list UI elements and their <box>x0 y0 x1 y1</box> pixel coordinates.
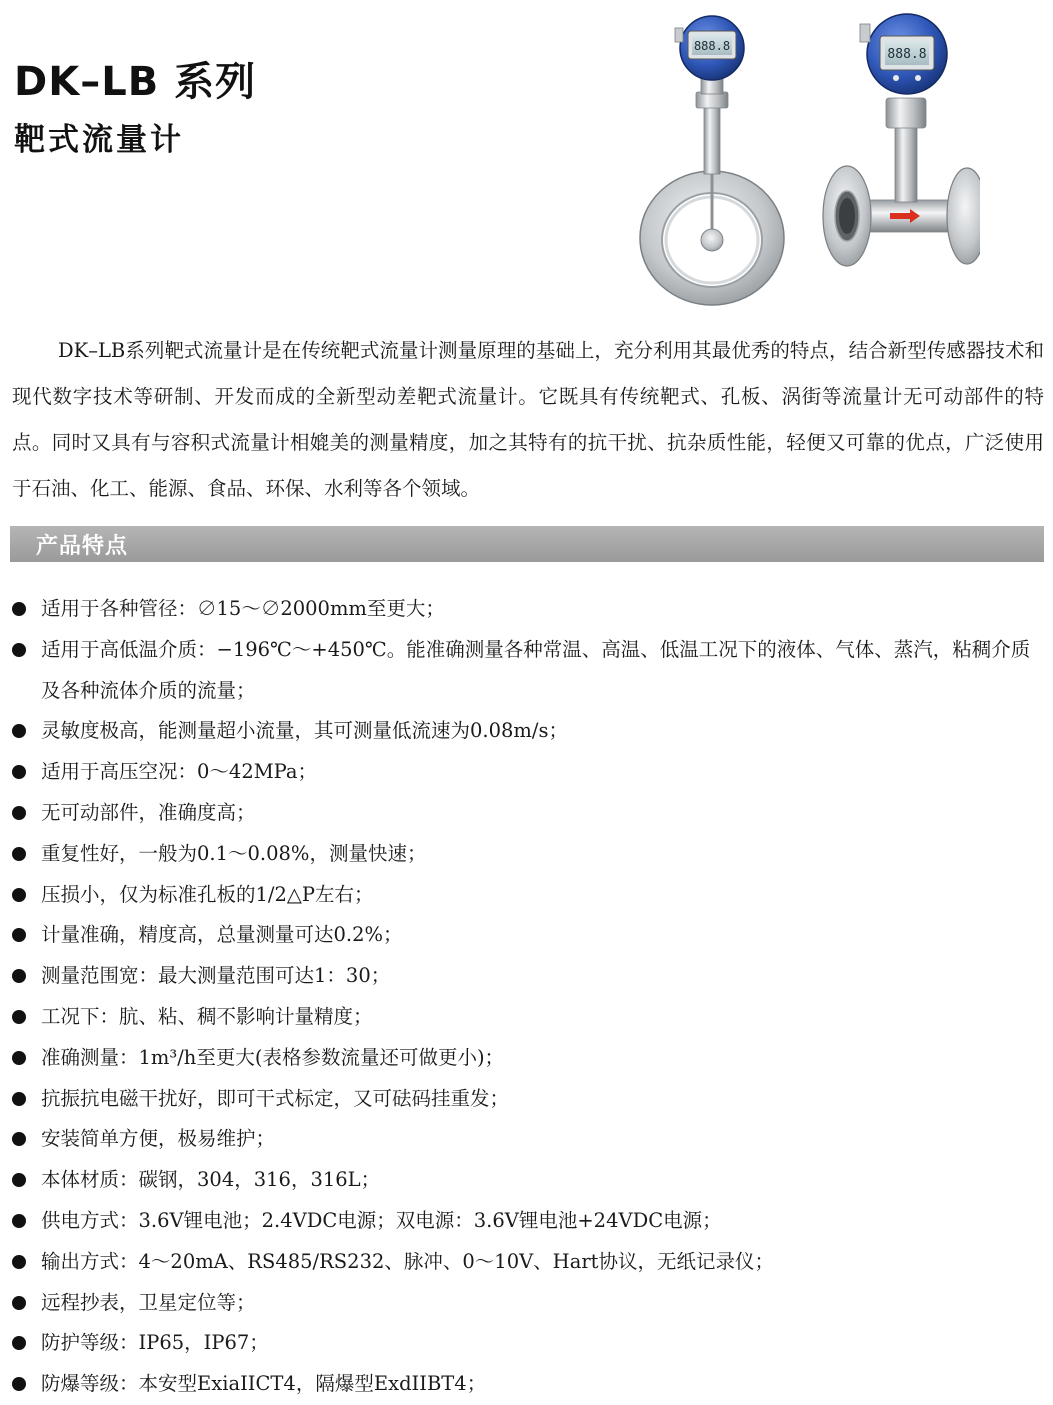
feature-text: 输出方式：4～20mA、RS485/RS232、脉冲、0～10V、Hart协议，无纸记录仪； <box>41 1249 774 1273</box>
bullet-icon <box>12 643 26 657</box>
bullet-icon <box>12 765 26 779</box>
bullet-icon <box>12 888 26 902</box>
feature-text: 测量范围宽：最大测量范围可达1：30； <box>41 964 391 988</box>
feature-text: 防护等级：IP65，IP67； <box>41 1331 269 1355</box>
feature-item <box>10 1283 1044 1324</box>
feature-text: 适用于高低温介质：−196℃～+450℃。能准确测量各种常温、高温、低温工况下的液体、气体、蒸汽，粘稠介质及各种流体介质的流量； <box>41 637 1031 702</box>
feature-item <box>10 793 1044 834</box>
feature-item <box>10 1119 1044 1160</box>
lcd-readout-right: 888.8 <box>887 47 927 62</box>
flanged-flowmeter <box>823 14 980 266</box>
bullet-icon <box>12 1173 26 1187</box>
feature-text: 适用于各种管径：∅15～∅2000mm至更大； <box>41 597 445 620</box>
feature-item <box>10 956 1044 997</box>
feature-item <box>10 915 1044 956</box>
lcd-readout-left: 888.8 <box>693 39 731 53</box>
feature-text: 工况下：肮、粘、稠不影响计量精度； <box>41 1004 373 1028</box>
feature-list <box>10 589 1044 1405</box>
section-title: 产品特点 <box>36 534 129 559</box>
feature-text: 重复性好，一般为0.1～0.08%，测量快速； <box>41 841 427 865</box>
feature-text: 准确测量：1m³/h至更大(表格参数流量还可做更小)； <box>41 1045 505 1069</box>
bullet-icon <box>12 928 26 942</box>
feature-item <box>10 1364 1044 1405</box>
bullet-icon <box>12 1377 26 1391</box>
feature-text: 计量准确，精度高，总量测量可达0.2%； <box>41 923 403 947</box>
feature-item <box>10 1242 1044 1283</box>
feature-item <box>10 630 1044 712</box>
bullet-icon <box>12 1214 26 1228</box>
feature-text: 灵敏度极高，能测量超小流量，其可测量低流速为0.08m/s； <box>41 719 568 743</box>
bullet-icon <box>12 806 26 820</box>
feature-text: 抗振抗电磁干扰好，即可干式标定，又可砝码挂重发； <box>41 1086 510 1110</box>
bullet-icon <box>12 1255 26 1269</box>
section-header <box>10 526 1044 562</box>
product-photo <box>620 8 980 308</box>
bullet-icon <box>12 1092 26 1106</box>
page-subtitle: 靶式流量计 <box>14 122 184 158</box>
feature-item <box>10 1201 1044 1242</box>
feature-item <box>10 834 1044 875</box>
feature-text: 远程抄表，卫星定位等； <box>41 1290 256 1314</box>
feature-text: 防爆等级：本安型ExiaIICT4，隔爆型ExdIIBT4； <box>41 1372 487 1396</box>
page-title: DK–LB 系列 <box>14 59 257 105</box>
bullet-icon <box>12 1051 26 1065</box>
feature-item <box>10 1323 1044 1364</box>
feature-text: 供电方式：3.6V锂电池；2.4VDC电源；双电源：3.6V锂电池+24VDC电源； <box>41 1208 722 1232</box>
feature-item <box>10 875 1044 916</box>
bullet-icon <box>12 847 26 861</box>
bullet-icon <box>12 1010 26 1024</box>
feature-item <box>10 1038 1044 1079</box>
bullet-icon <box>12 602 26 616</box>
feature-item <box>10 1079 1044 1120</box>
feature-item <box>10 997 1044 1038</box>
bullet-icon <box>12 724 26 738</box>
bullet-icon <box>12 1336 26 1350</box>
wafer-flowmeter <box>640 16 784 305</box>
bullet-icon <box>12 1296 26 1310</box>
feature-text: 压损小，仅为标准孔板的1/2△P左右； <box>41 882 374 906</box>
feature-item <box>10 711 1044 752</box>
bullet-icon <box>12 1132 26 1146</box>
feature-text: 安装简单方便，极易维护； <box>41 1127 276 1151</box>
feature-item <box>10 589 1044 630</box>
intro-paragraph: DK–LB系列靶式流量计是在传统靶式流量计测量原理的基础上，充分利用其最优秀的特点，结合新型传感器技术和现代数字技术等研制、开发而成的全新型动差靶式流量计。它既具有传统靶式、孔板、涡街等流量计无可动部件的特点。同时又具有与容积式流量计相媲美的测量精度，加之其特有的抗干扰、抗杂质性能，轻便又可靠的优点，广泛使用于石油、化工、能源、食品、环保、水利等各个领域。 <box>12 339 1044 500</box>
feature-item <box>10 1160 1044 1201</box>
bullet-icon <box>12 969 26 983</box>
feature-text: 本体材质：碳钢，304，316，316L； <box>41 1168 381 1192</box>
feature-item <box>10 752 1044 793</box>
feature-text: 适用于高压空况：0～42MPa； <box>41 760 318 784</box>
feature-text: 无可动部件，准确度高； <box>41 800 256 824</box>
